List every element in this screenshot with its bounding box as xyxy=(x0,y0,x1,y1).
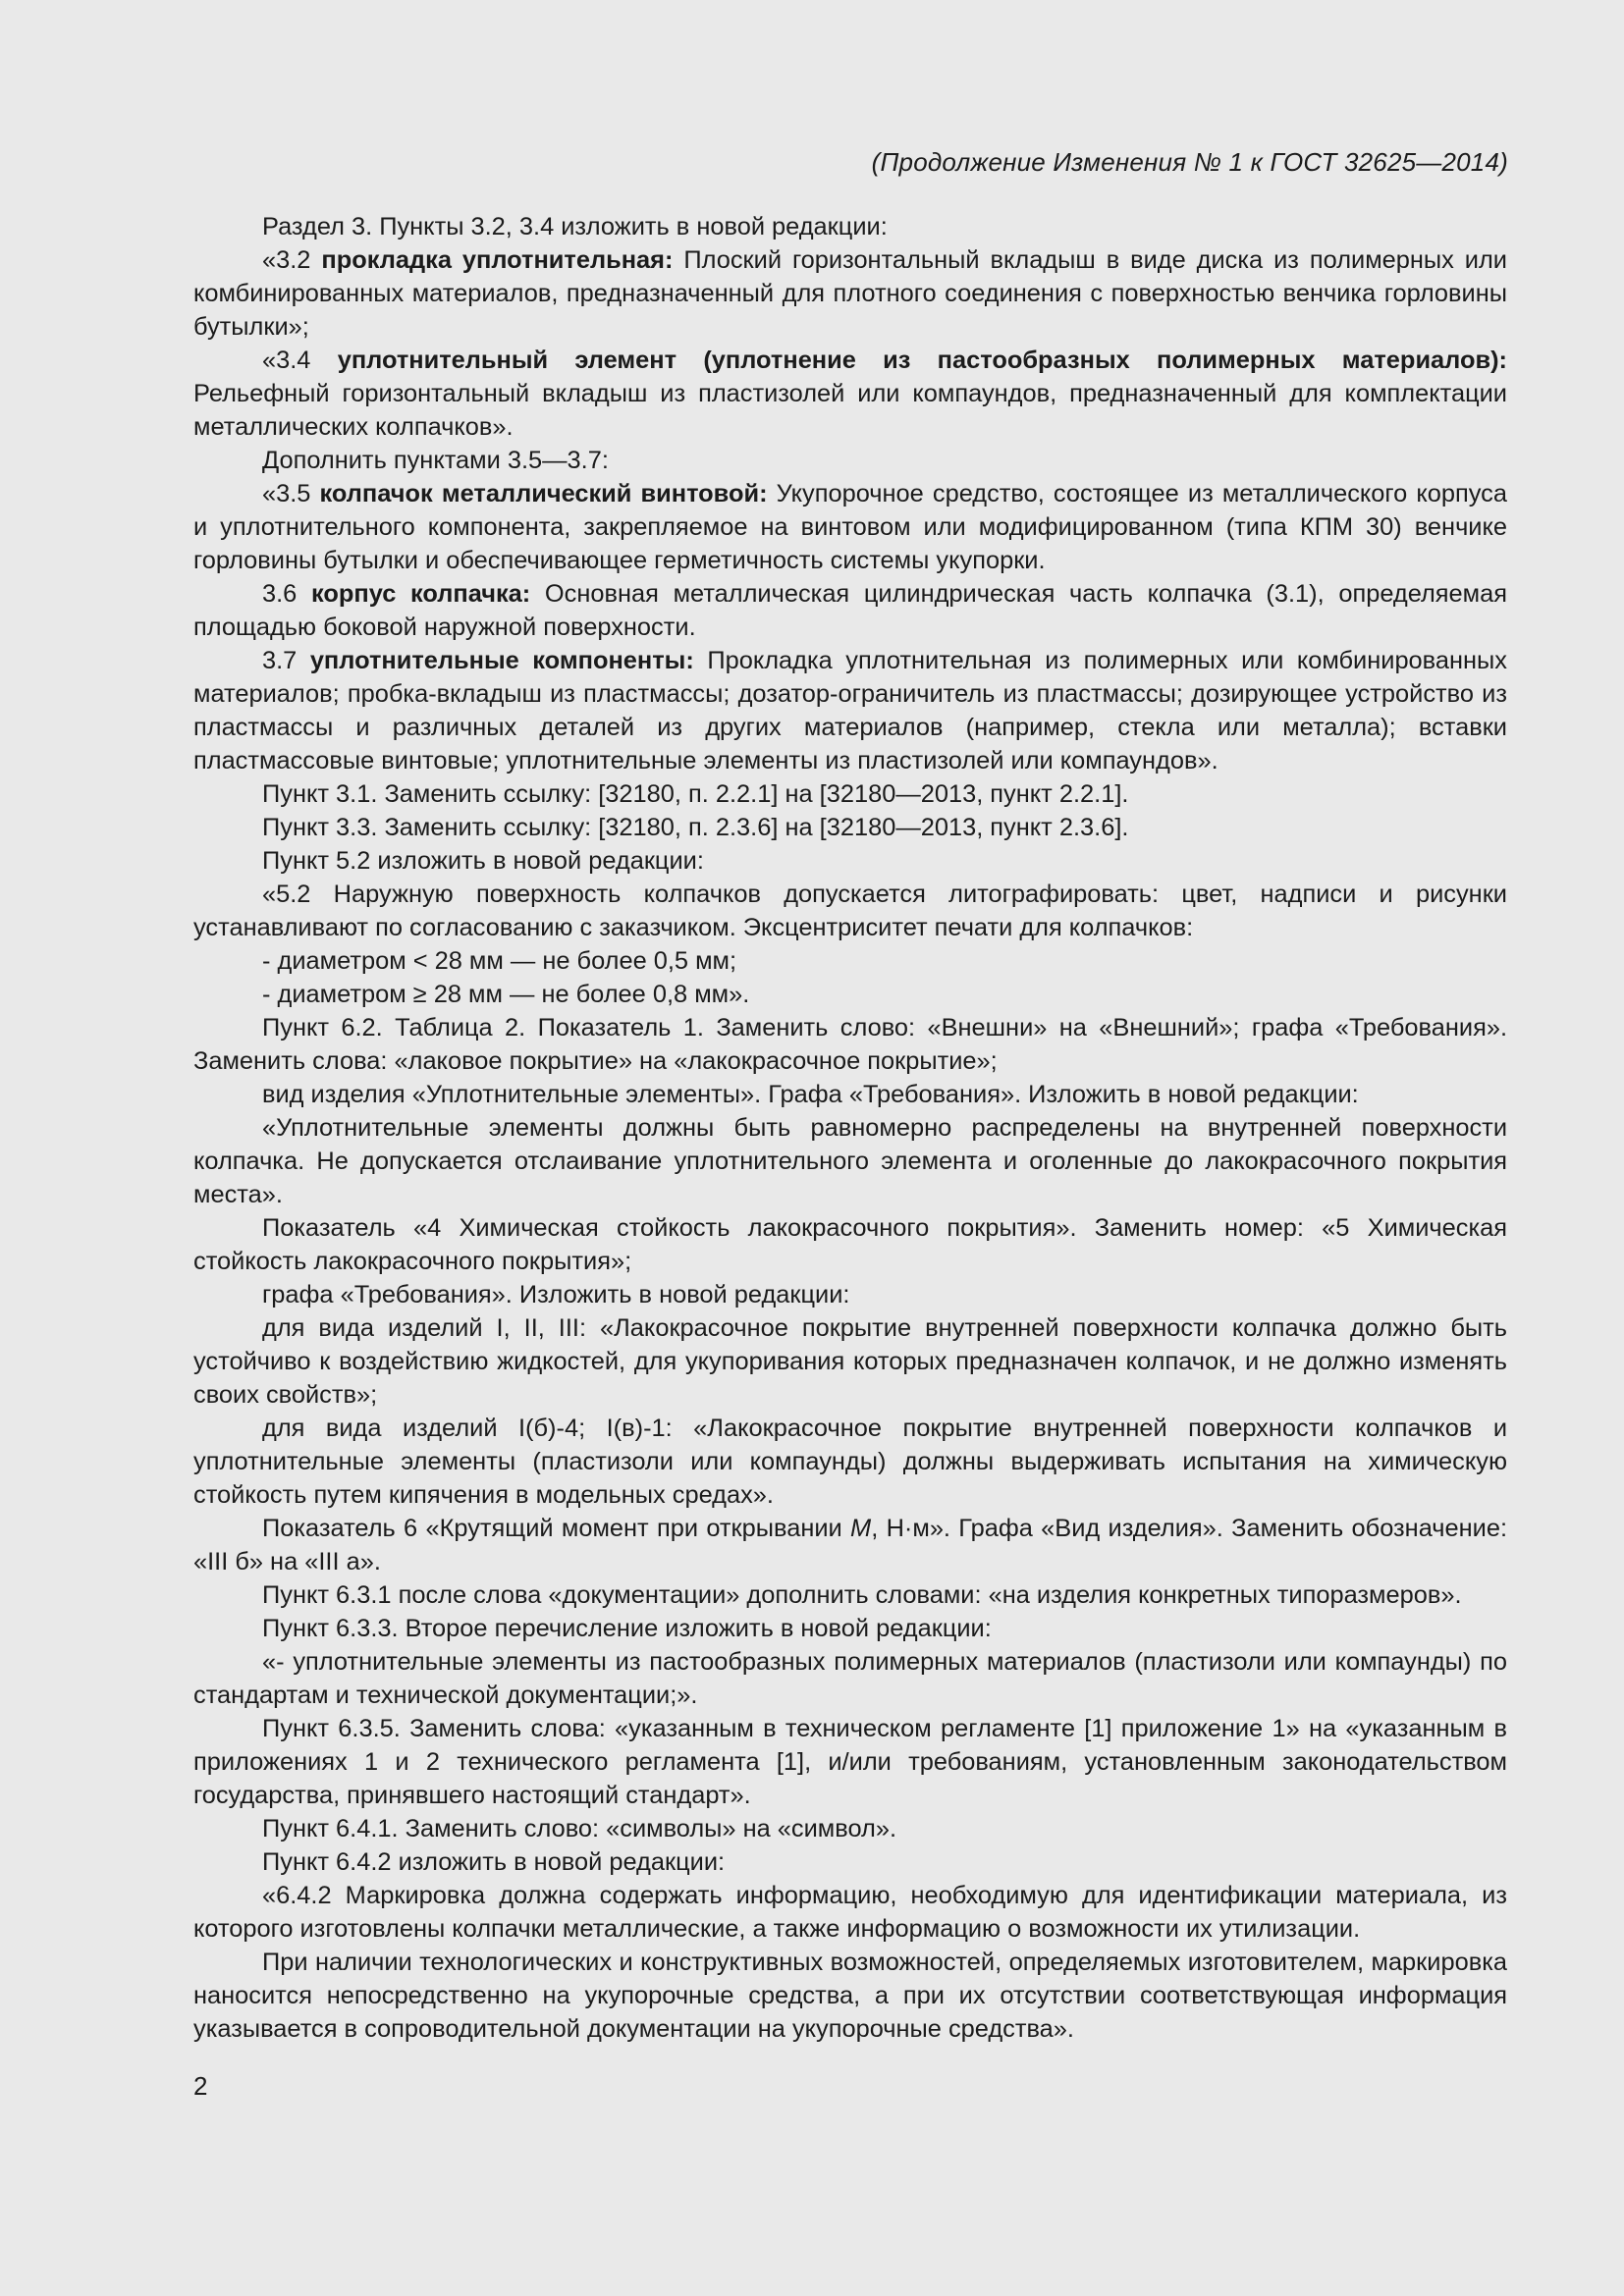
term: корпус колпачка: xyxy=(310,580,531,608)
page-number: 2 xyxy=(193,2071,208,2101)
paragraph: Пункт 6.2. Таблица 2. Показатель 1. Заменить слово: «Внешни» на «Внешний»; графа «Требования». Заменить слова: «лаковое покрытие» на «лакокрасочное покрытие»; xyxy=(193,1014,1507,1075)
paragraph: При наличии технологических и конструктивных возможностей, определяемых изготовителем, маркировка наносится непосредственно на укупорочные средства, а при их отсутствии соответствующая информация указывается в сопроводительной документации на укупорочные средства». xyxy=(193,1949,1507,2043)
paragraph: Показатель «4 Химическая стойкость лакокрасочного покрытия». Заменить номер: «5 Химическая стойкость лакокрасочного покрытия»; xyxy=(193,1214,1507,1275)
paragraph: Пункт 6.3.1 после слова «документации» дополнить словами: «на изделия конкретных типоразмеров». xyxy=(262,1581,1462,1609)
term: уплотнительные компоненты: xyxy=(309,647,694,674)
term: колпачок металлический винтовой: xyxy=(319,480,768,507)
paragraph: Показатель 6 «Крутящий момент при открывании М, Н·м». Графа «Вид изделия». Заменить обозначение: «III б» на «III а». xyxy=(193,1515,1507,1575)
paragraph: Пункт 6.4.1. Заменить слово: «символы» на «символ». xyxy=(262,1815,896,1842)
paragraph: Пункт 3.3. Заменить ссылку: [32180, п. 2.3.6] на [32180—2013, пункт 2.3.6]. xyxy=(262,814,1129,841)
paragraph: для вида изделий I(б)-4; I(в)-1: «Лакокрасочное покрытие внутренней поверхности колпачков и уплотнительные элементы (пластизоли или компаунды) должны выдерживать испытания на химическую стойкость путем кипячения в модельных средах». xyxy=(193,1415,1507,1509)
paragraph: - диаметром < 28 мм — не более 0,5 мм; xyxy=(262,947,737,975)
paragraph: Дополнить пунктами 3.5—3.7: xyxy=(262,447,609,474)
variable-symbol: М xyxy=(850,1515,872,1542)
paragraph: Пункт 5.2 изложить в новой редакции: xyxy=(262,847,704,875)
term: уплотнительный элемент (уплотнение из пастообразных полимерных материалов): xyxy=(337,347,1507,374)
term: прокладка уплотнительная: xyxy=(321,246,674,274)
paragraph: «Уплотнительные элементы должны быть равномерно распределены на внутренней поверхности колпачка. Не допускается отслаивание уплотнительного элемента и оголенные до лакокрасочного покрытия места». xyxy=(193,1114,1507,1208)
paragraph: вид изделия «Уплотнительные элементы». Графа «Требования». Изложить в новой редакции: xyxy=(262,1081,1359,1108)
paragraph: - диаметром ≥ 28 мм — не более 0,8 мм». xyxy=(262,981,750,1008)
paragraph: 3.6 корпус колпачка: Основная металлическая цилиндрическая часть колпачка (3.1), определяемая площадью боковой наружной поверхности. xyxy=(193,580,1507,641)
paragraph: Пункт 3.1. Заменить ссылку: [32180, п. 2.2.1] на [32180—2013, пункт 2.2.1]. xyxy=(262,780,1129,808)
page-header: (Продолжение Изменения № 1 к ГОСТ 32625—2014) xyxy=(871,147,1508,177)
paragraph: «3.4 уплотнительный элемент (уплотнение из пастообразных полимерных материалов): Рельефный горизонтальный вкладыш из пластизолей или компаундов, предназначенный для комплектации металлических колпачков». xyxy=(193,347,1507,441)
paragraph: для вида изделий I, II, III: «Лакокрасочное покрытие внутренней поверхности колпачка должно быть устойчиво к воздействию жидкостей, для укупоривания которых предназначен колпачок, и не должно изменять своих свойств»; xyxy=(193,1314,1507,1409)
paragraph: «3.5 колпачок металлический винтовой: Укупорочное средство, состоящее из металлического корпуса и уплотнительного компонента, закрепляемое на винтовом или модифицированном (типа КПМ 30) венчике горловины бутылки и обеспечивающее герметичность системы укупорки. xyxy=(193,480,1507,574)
paragraph: Пункт 6.4.2 изложить в новой редакции: xyxy=(262,1848,726,1876)
paragraph: «5.2 Наружную поверхность колпачков допускается литографировать: цвет, надписи и рисунки устанавливают по согласованию с заказчиком. Эксцентриситет печати для колпачков: xyxy=(193,881,1507,941)
paragraph: Пункт 6.3.3. Второе перечисление изложить в новой редакции: xyxy=(262,1615,992,1642)
paragraph: 3.7 уплотнительные компоненты: Прокладка уплотнительная из полимерных или комбинированных материалов; пробка-вкладыш из пластмассы; дозатор-ограничитель из пластмассы; дозирующее устройство из пластмассы и различных деталей из других материалов (например, стекла или металла); вставки пластмассовые винтовые; уплотнительные элементы из пластизолей или компаундов». xyxy=(193,647,1507,774)
paragraph: «3.2 прокладка уплотнительная: Плоский горизонтальный вкладыш в виде диска из полимерных или комбинированных материалов, предназначенный для плотного соединения с поверхностью венчика горловины бутылки»; xyxy=(193,246,1507,341)
paragraph: «- уплотнительные элементы из пастообразных полимерных материалов (пластизоли или компаунды) по стандартам и технической документации;». xyxy=(193,1648,1507,1709)
paragraph: «6.4.2 Маркировка должна содержать информацию, необходимую для идентификации материала, из которого изготовлены колпачки металлические, а также информацию о возможности их утилизации. xyxy=(193,1882,1507,1943)
document-body xyxy=(193,210,1507,2046)
paragraph: Пункт 6.3.5. Заменить слова: «указанным в техническом регламенте [1] приложение 1» на «указанным в приложениях 1 и 2 технического регламента [1], и/или требованиям, установленным законодательством государства, принявшего настоящий стандарт». xyxy=(193,1715,1507,1809)
paragraph: Раздел 3. Пункты 3.2, 3.4 изложить в новой редакции: xyxy=(262,213,888,240)
paragraph: графа «Требования». Изложить в новой редакции: xyxy=(262,1281,850,1308)
